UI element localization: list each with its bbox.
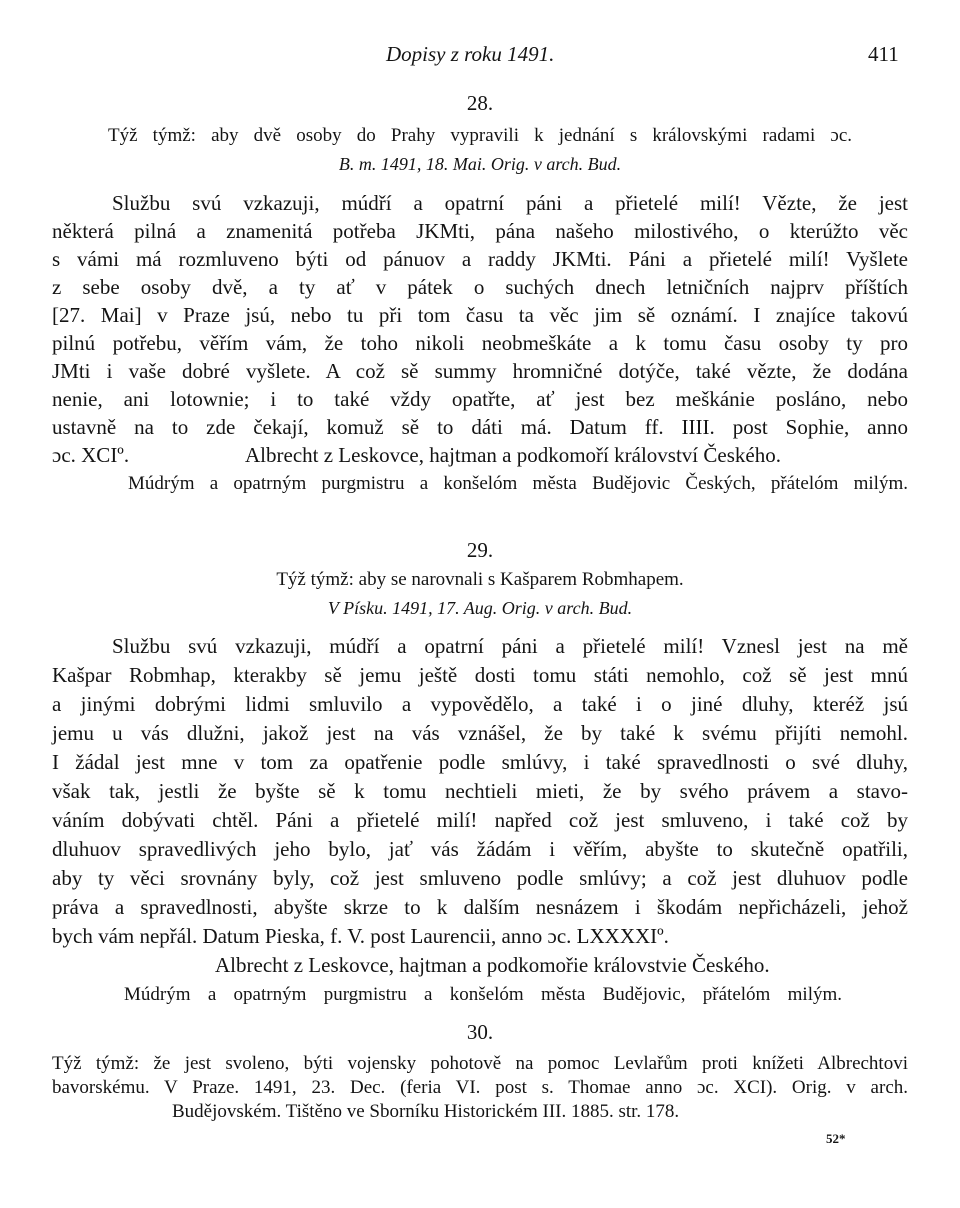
doc30-line-3: Budějovském. Tištěno ve Sborníku Historickém III. 1885. str. 178.: [172, 1101, 680, 1122]
doc29-line-8: dluhuov spravedlivých jeho bylo, jať vás žádám i věřím, abyšte to skutečně opatřili,: [52, 837, 908, 861]
doc28-number: 28.: [466, 91, 494, 115]
doc29-number: 29.: [466, 538, 494, 562]
doc28-line-8: nenie, ani lotownie; i to také vždy opatřte, ať jest bez meškánie posláno, nebo: [52, 387, 908, 411]
doc29-line-6: však tak, jestli že byšte sě k tomu nechtieli mieti, že by svého právem a stavo-: [52, 779, 908, 803]
running-title: Dopisy z roku 1491.: [386, 42, 555, 66]
doc29-line-3: a jinými dobrými lidmi smluvilo a vypovědělo, a také i o jiné dluhy, kteréž jsú: [52, 692, 908, 716]
doc29-signature: Albrecht z Leskovce, hajtman a podkomořie královstvie Českého.: [215, 953, 770, 977]
doc28-line-7: JMti i vaše dobré vyšlete. A což sě summy hromničné dotýče, také vězte, že dodána: [52, 359, 908, 383]
doc28-line-3: s vámi má rozmluveno býti od pánuov a raddy JKMti. Páni a přietelé milí! Vyšlete: [52, 247, 908, 271]
doc30-line-1: Týž týmž: že jest svoleno, býti vojensky pohotově na pomoc Levlařům proti knížeti Albrechtovi: [52, 1053, 908, 1074]
doc28-line-4: z sebe osoby dvě, a ty ať v pátek o suchých dnech letničních najprv příštích: [52, 275, 908, 299]
doc28-summary: Týž týmž: aby dvě osoby do Prahy vypravili k jednání s královskými radami ɔc.: [108, 125, 852, 146]
doc30-number: 30.: [466, 1020, 494, 1044]
doc29-source: V Písku. 1491, 17. Aug. Orig. v arch. Bud.: [327, 598, 633, 618]
doc29-line-1: Službu svú vzkazuji, múdří a opatrní páni a přietelé milí! Vznesl jest na mě: [112, 634, 908, 658]
doc30-line-2: bavorskému. V Praze. 1491, 23. Dec. (feria VI. post s. Thomae anno ɔc. XCI). Orig. v arch.: [52, 1077, 908, 1098]
doc28-line-10-date: ɔc. XCIº.: [52, 443, 130, 467]
doc29-line-5: I žádal jest mne v tom za opatřenie podle smlúvy, i také spravedlnosti o své dluhy,: [52, 750, 908, 774]
doc29-summary: Týž týmž: aby se narovnali s Kašparem Robmhapem.: [276, 569, 684, 590]
doc29-address: Múdrým a opatrným purgmistru a konšelóm města Budějovic, přátelóm milým.: [124, 984, 842, 1005]
doc28-address: Múdrým a opatrným purgmistru a konšelóm města Budějovic Českých, přátelóm milým.: [128, 473, 908, 494]
doc29-line-11: bych vám nepřál. Datum Pieska, f. V. post Laurencii, anno ɔc. LXXXXIº.: [52, 924, 669, 948]
doc28-line-9: ustavně na to zde čekají, komuž sě to dáti má. Datum ff. IIII. post Sophie, anno: [52, 415, 908, 439]
doc28-line-5: [27. Mai] v Praze jsú, nebo tu při tom času ta věc jim sě oznámí. I znajíce takovú: [52, 303, 908, 327]
page-number: 411: [868, 42, 899, 66]
doc28-signature: Albrecht z Leskovce, hajtman a podkomoří království Českého.: [245, 443, 781, 467]
doc28-source: B. m. 1491, 18. Mai. Orig. v arch. Bud.: [338, 154, 622, 174]
doc29-line-9: aby ty věci srovnány byly, což jest smluveno podle smlúvy; a což jest dluhuov podle: [52, 866, 908, 890]
doc28-line-2: některá pilná a znamenitá potřeba JKMti, pána našeho milostivého, o kterúžto věc: [52, 219, 908, 243]
doc29-line-4: jemu u vás dlužni, jakož jest na vás vznášel, že by také k svému přijíti nemohl.: [52, 721, 908, 745]
doc29-line-7: váním dobývati chtěl. Páni a přietelé milí! napřed což jest smluveno, i také což by: [52, 808, 908, 832]
doc29-line-2: Kašpar Robmhap, kterakby sě jemu ještě dosti tomu státi nemohlo, což sě jest mnú: [52, 663, 908, 687]
signature-mark: 52*: [826, 1131, 846, 1146]
doc28-line-1: Službu svú vzkazuji, múdří a opatrní páni a přietelé milí! Vězte, že jest: [112, 191, 908, 215]
doc29-line-10: práva a spravedlnosti, abyšte skrze to k dalším nesnázem i škodám nepřicházeli, jehož: [52, 895, 908, 919]
doc28-line-6: pilnú potřebu, věřím vám, že toho nikoli neobmeškáte a k tomu času osoby ty pro: [52, 331, 908, 355]
